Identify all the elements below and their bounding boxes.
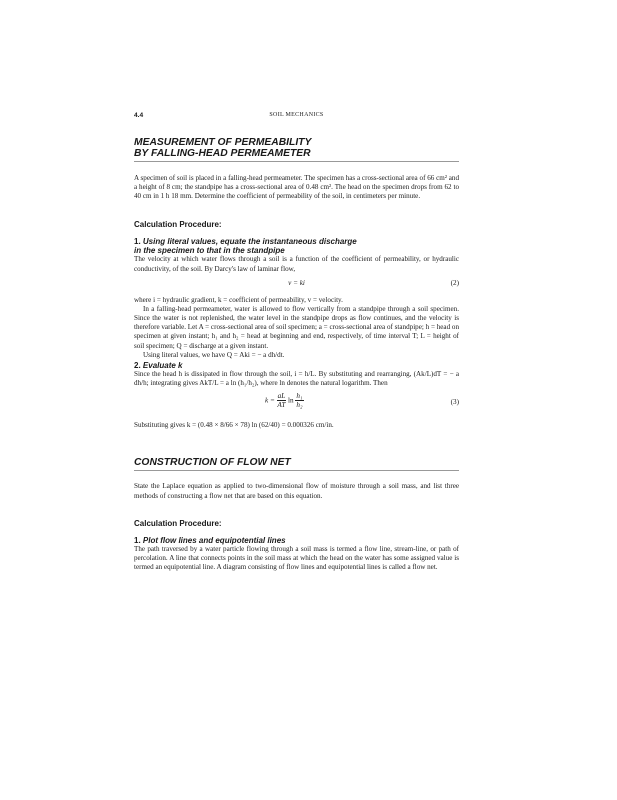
fraction-aL-AT [277, 392, 287, 409]
section-1-title-line-2: BY FALLING-HEAD PERMEAMETER [134, 148, 311, 159]
equation-3-ln: ln [288, 396, 294, 405]
equation-2-text: v = ki [288, 278, 305, 287]
section-2-problem: State the Laplace equation as applied to two-dimensional flow of moisture through a soil mass, and list three methods of constructing a flow net that are based on this equation. [134, 482, 459, 500]
step-1-para-3: In a falling-head permeameter, water is allowed to flow vertically from a standpipe through a soil specimen. Since the water is not replenished, the water level in the standpipe drops as flow continues, and the velocity is therefore variable. Let A = cross-sectional area of soil specimen; a = cross-sectional area of standpipe; h = head on specimen at given instant; h₁ and h₂ = head at beginning and end, respectively, of time interval T; L = height of soil specimen; Q = discharge at a given instant. [134, 304, 459, 350]
page-number: 4.4 [134, 112, 144, 119]
section-2-step-1-heading [134, 536, 459, 545]
step-1-title-line-1: Using literal values, equate the instantaneous discharge [142, 237, 357, 247]
page [134, 112, 459, 572]
step-2-para-2: Substituting gives k = (0.48 × 8/66 × 78) ln (62/40) = 0.000326 cm/in. [134, 421, 334, 430]
running-header [134, 112, 459, 124]
step-2-para-1: Since the head h is dissipated in flow through the soil, i = h/L. By substituting and rearranging, (Ak/L)dT = − a dh/h; integrating gives AkT/L = a ln (h₁/h₂), where ln denotes the natural logarithm. Then [134, 369, 459, 388]
section-1-title [134, 137, 459, 159]
step-1-heading [134, 237, 459, 255]
equation-3-lhs: k = [265, 396, 275, 405]
step-1-number: 1. [134, 237, 141, 247]
section-1-calc-heading: Calculation Procedure: [134, 220, 222, 230]
section-2-title: CONSTRUCTION OF FLOW NET [134, 457, 291, 469]
section-2-calc-heading: Calculation Procedure: [134, 518, 222, 528]
step-2-number: 2. [134, 360, 141, 370]
step-1-title-line-2: in the specimen to that in the standpipe [134, 246, 285, 256]
fraction-2-denominator: h₂ [296, 401, 303, 410]
section-2-step-1-title: Plot flow lines and equipotential lines [142, 535, 286, 545]
section-2-step-1-number: 1. [134, 535, 141, 545]
step-1-para-2: where i = hydraulic gradient, k = coefficient of permeability, v = velocity. [134, 295, 343, 304]
step-2-heading [134, 361, 459, 370]
equation-3 [134, 392, 459, 414]
section-1-title-line-1: MEASUREMENT OF PERMEABILITY [134, 137, 312, 148]
step-1-para-1: The velocity at which water flows through a soil is a function of the coefficient of permeability, or hydraulic conductivity, of the soil. By Darcy's law of laminar flow, [134, 255, 459, 273]
fraction-1-denominator: AT [277, 401, 286, 410]
fraction-1-numerator: aL [277, 392, 286, 401]
equation-3-number: (3) [450, 398, 459, 407]
fraction-2-numerator: h₁ [296, 392, 303, 401]
fraction-h1-h2 [295, 392, 303, 409]
section-2-step-1-para: The path traversed by a water particle flowing through a soil mass is termed a flow line, stream-line, or path of percolation. A line that connects points in the soil mass at which the head on the water has some assigned value is termed an equipotential line. A diagram consisting of flow lines and equipotential lines is called a flow net. [134, 544, 459, 571]
step-1-para-4: Using literal values, we have Q = Aki = − a dh/dt. [143, 350, 285, 359]
equation-2 [134, 279, 459, 290]
running-title: SOIL MECHANICS [269, 112, 324, 118]
equation-2-number: (2) [450, 278, 459, 287]
section-1-problem: A specimen of soil is placed in a falling-head permeameter. The specimen has a cross-sectional area of 66 cm² and a height of 8 cm; the standpipe has a cross-sectional area of 0.48 cm². The head on the specimen drops from 62 to 40 cm in 1 h 18 mm. Determine the coefficient of permeability of the soil, in centimeters per minute. [134, 174, 459, 201]
step-2-title: Evaluate k [142, 360, 183, 370]
